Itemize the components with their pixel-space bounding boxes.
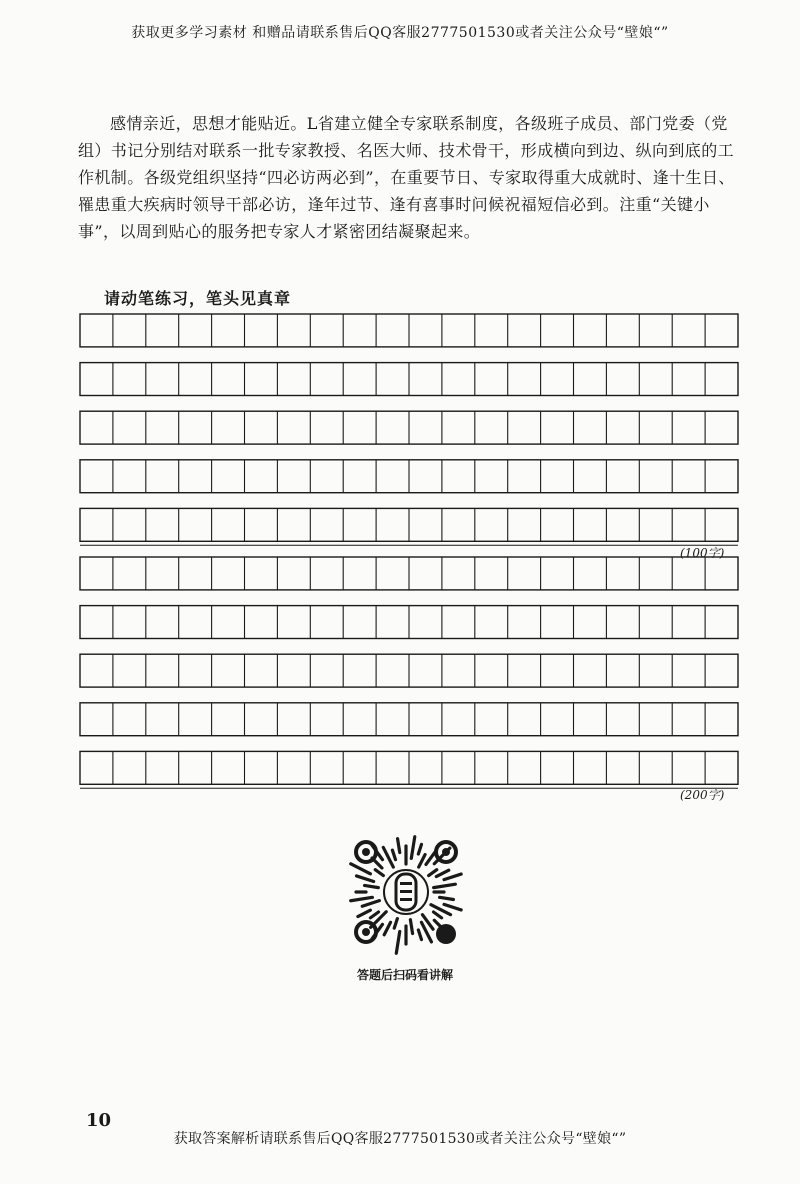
page-footer: 获取答案解析请联系售后QQ客服2777501530或者关注公众号“壁娘“” [173, 1131, 627, 1147]
page-number: 10 [86, 1110, 112, 1131]
passage-text: 感情亲近，思想才能贴近。L省建立健全专家联系制度，各级班子成员、部门党委（党组）书记分别结对联系一批专家教授、名医大师、技术骨干，形成横向到边、纵向到底的工作机制。各级党组织坚持“四必访两必到”，在重要节日、专家取得重大成就时、逢十生日、罹患重大疾病时领导干部必访，逢年过节、逢有喜事时问候祝福短信必到。注重“关键小事”，以周到贴心的服务把专家人才紧密团结凝聚起来。 [78, 114, 735, 241]
word-count-100: (100字) [680, 546, 725, 560]
qr-caption: 答题后扫码看讲解 [356, 968, 453, 982]
qr-code-icon[interactable] [336, 822, 476, 962]
page-header: 获取更多学习素材 和赠品请联系售后QQ客服2777501530或者关注公众号“壁娘“” [131, 25, 669, 41]
practice-title: 请动笔练习，笔头见真章 [104, 289, 292, 308]
word-count-200: (200字) [680, 788, 725, 802]
